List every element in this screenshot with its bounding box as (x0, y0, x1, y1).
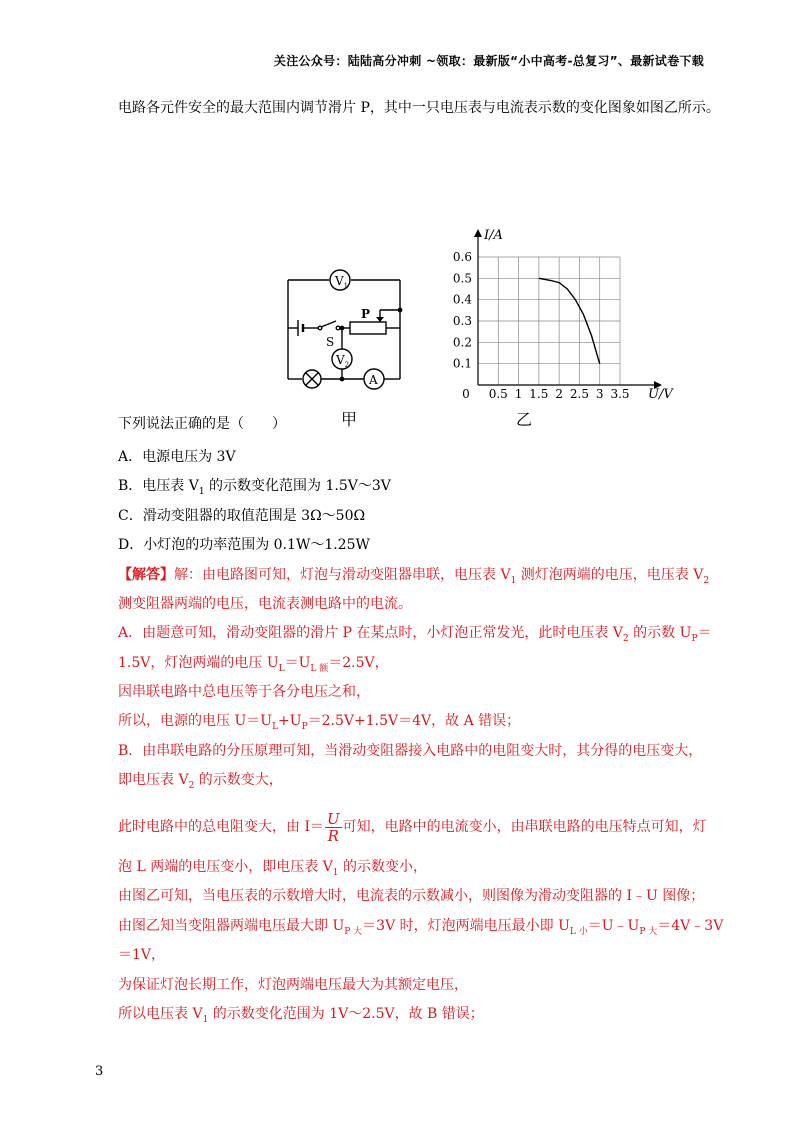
x-tick-label: 1.5 (529, 387, 549, 401)
option-c: C．滑动变阻器的取值范围是 3Ω～50Ω (118, 508, 366, 524)
answer-line-6: 所以，电源的电压 $U=U_L+U_P=2.5V+1.5V=4V$，故 A 错误； (118, 713, 521, 732)
intro-text: 电路各元件安全的最大范围内调节滑片 P，其中一只电压表与电流表示数的变化图象如图乙所示。 (118, 100, 720, 116)
y-axis-arrow-icon (474, 229, 482, 237)
answer-line-5: 因串联电路中总电压等于各分电压之和， (118, 684, 370, 700)
switch-blade (321, 321, 336, 327)
switch-contact (336, 326, 340, 330)
v1-label: $V_1$ (335, 274, 349, 290)
answer-line-4: 1.5V，灯泡两端的电压 $U_L=U_{L 额}=2.5V$， (118, 655, 389, 674)
question-stem: 下列说法正确的是（ ） (118, 416, 286, 432)
answer-line-9: 此时电路中的总电阻变大，由 I＝ $\frac{U}{R}$ 可知，电路中的电流变小，由串联电路的电压特点可知，灯 (118, 809, 707, 845)
junction-dot (340, 326, 345, 331)
y-tick-label: 0.3 (452, 314, 472, 328)
origin-label: 0 (462, 387, 470, 401)
answer-line-10: 泡 L 两端的电压变小，即电压表 $V_1$ 的示数变小， (118, 859, 427, 878)
chart-caption: 乙 (516, 410, 533, 429)
switch-label: S (326, 335, 335, 349)
v2-label: $V_2$ (336, 353, 350, 369)
option-b: B．电压表 $V_1$ 的示数变化范围为 1.5V～3V (118, 478, 391, 497)
option-a: A．电源电压为 3V (118, 449, 236, 465)
answer-line-2: 测变阻器两端的电压，电流表测电路中的电流。 (118, 596, 412, 612)
junction-dot (340, 377, 345, 382)
page-number: 3 (95, 1064, 104, 1079)
circuit-caption: 甲 (341, 410, 358, 429)
y-axis-label: I/A (484, 228, 503, 243)
y-tick-label: 0.4 (452, 292, 472, 307)
y-tick-label: 0.2 (452, 335, 472, 350)
option-d: D．小灯泡的功率范围为 0.1W～1.25W (118, 537, 370, 553)
y-tick-label: 0.1 (452, 356, 472, 371)
answer-line-1: 【解答】解：由电路图可知，灯泡与滑动变阻器串联，电压表 $V_1$ 测灯泡两端的电压，电压表 $V_2$ (118, 567, 710, 586)
x-tick-label: 3.5 (610, 387, 630, 401)
x-tick-label: 3 (595, 387, 604, 401)
answer-line-13: ＝1V， (118, 947, 166, 963)
answer-line-11: 由图乙可知，当电压表的示数增大时，电流表的示数减小，则图像为滑动变阻器的 I﹣U 图像； (118, 888, 705, 904)
x-tick-label: 2.5 (569, 387, 589, 401)
page-header: 关注公众号：陆陆高分冲刺 ~领取：最新版“小中高考-总复习”、最新试卷下载 (273, 54, 704, 68)
x-axis-label: U/V (648, 387, 673, 402)
answer-line-8: 即电压表 $V_2$ 的示数变大， (118, 772, 283, 791)
iu-chart (440, 225, 680, 405)
answer-line-7: B．由串联电路的分压原理可知，当滑动变阻器接入电路中的电阻变大时，其分得的电压变大， (118, 743, 703, 759)
y-tick-label: 0.6 (452, 250, 472, 264)
answer-line-15: 所以电压表 $V_1$ 的示数变化范围为 1V～2.5V，故 B 错误； (118, 1006, 484, 1025)
slider-label: P (361, 307, 371, 321)
x-tick-label: 0.5 (488, 387, 508, 401)
rheostat (350, 322, 386, 334)
answer-line-3: A．由题意可知，滑动变阻器的滑片 P 在某点时，小灯泡正常发光，此时电压表 $V_2$ 的示数 $U_P=$ (118, 625, 712, 644)
ammeter-label: A (369, 373, 378, 387)
x-tick-label: 1 (514, 387, 523, 401)
answer-line-14: 为保证灯泡长期工作，灯泡两端电压最大为其额定电压， (118, 977, 468, 993)
slider-arrow-icon (376, 317, 384, 322)
fraction-u-over-r: $\frac{U}{R}$ (326, 809, 340, 845)
junction-dot (398, 308, 403, 313)
y-tick-label: 0.5 (452, 271, 472, 286)
answer-line-12: 由图乙知当变阻器两端电压最大即 $U_{P 大}=3V$ 时，灯泡两端电压最小即 $U_{L 小}=U﹣U_{P 大}=4V﹣3V$ (118, 918, 724, 937)
x-tick-label: 2 (555, 387, 563, 401)
circuit-diagram (276, 262, 416, 402)
